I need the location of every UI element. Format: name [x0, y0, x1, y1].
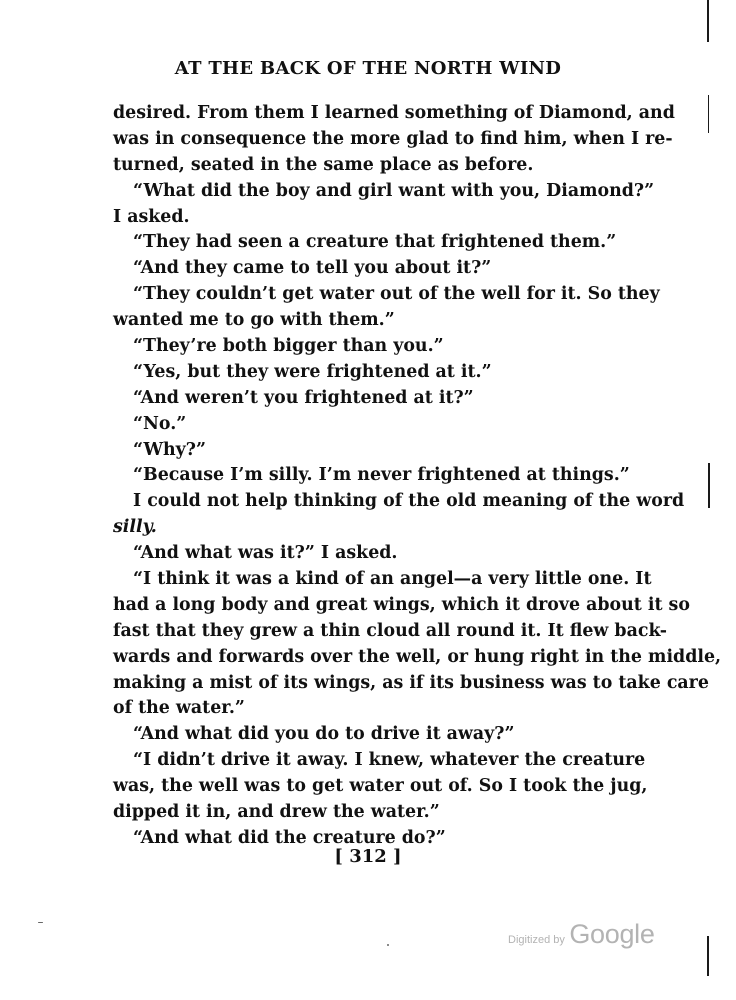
scan-edge-mark [707, 936, 709, 976]
page-number: [ 312 ] [334, 846, 402, 867]
text-line: “Yes, but they were frightened at it.” [133, 361, 492, 382]
text-line: was, the well was to get water out of. So I took the jug, [113, 776, 648, 797]
text-line: “Why?” [133, 439, 206, 460]
body-text [113, 101, 722, 852]
text-line: I could not help thinking of the old meaning of the word [133, 491, 685, 512]
text-line: dipped it in, and drew the water.” [113, 802, 440, 823]
scan-speck [387, 944, 389, 946]
text-line: “And what was it?” I asked. [133, 543, 398, 564]
text-line: “And what did you do to drive it away?” [133, 724, 515, 745]
text-line: turned, seated in the same place as before. [113, 154, 534, 175]
scan-edge-mark [708, 463, 710, 508]
scan-edge-mark [707, 0, 709, 42]
text-line: “I think it was a kind of an angel—a very little one. It [133, 569, 652, 590]
text-line: “I didn’t drive it away. I knew, whatever the creature [133, 750, 646, 771]
google-logo: Google [569, 919, 655, 949]
text-line: “Because I’m silly. I’m never frightened at things.” [133, 465, 630, 486]
watermark-prefix: Digitized by [508, 934, 565, 946]
text-line: was in consequence the more glad to find him, when I re- [113, 128, 673, 149]
text-line: silly. [113, 517, 157, 538]
text-line: “And they came to tell you about it?” [133, 258, 492, 279]
text-line: “They had seen a creature that frightened them.” [133, 232, 617, 253]
text-line: fast that they grew a thin cloud all round it. It flew back- [113, 620, 668, 641]
text-line: “No.” [133, 413, 187, 434]
running-head: AT THE BACK OF THE NORTH WIND [174, 58, 562, 79]
text-line: had a long body and great wings, which it drove about it so [113, 594, 690, 615]
text-line: “And what did the creature do?” [133, 827, 446, 848]
scan-edge-mark [708, 95, 709, 133]
text-line: “And weren’t you frightened at it?” [133, 387, 474, 408]
text-line: desired. From them I learned something of Diamond, and [113, 103, 675, 123]
scan-speck [38, 922, 43, 923]
text-line: wards and forwards over the well, or hung right in the middle, [113, 646, 722, 667]
text-line: of the water.” [113, 698, 245, 719]
text-line: wanted me to go with them.” [113, 310, 395, 331]
text-line: making a mist of its wings, as if its business was to take care [113, 672, 709, 693]
text-line: “They couldn’t get water out of the well for it. So they [133, 284, 660, 305]
text-line: I asked. [113, 206, 190, 227]
text-line: “They’re both bigger than you.” [133, 336, 444, 357]
digitized-watermark [508, 919, 655, 950]
text-line: “What did the boy and girl want with you, Diamond?” [133, 180, 655, 201]
